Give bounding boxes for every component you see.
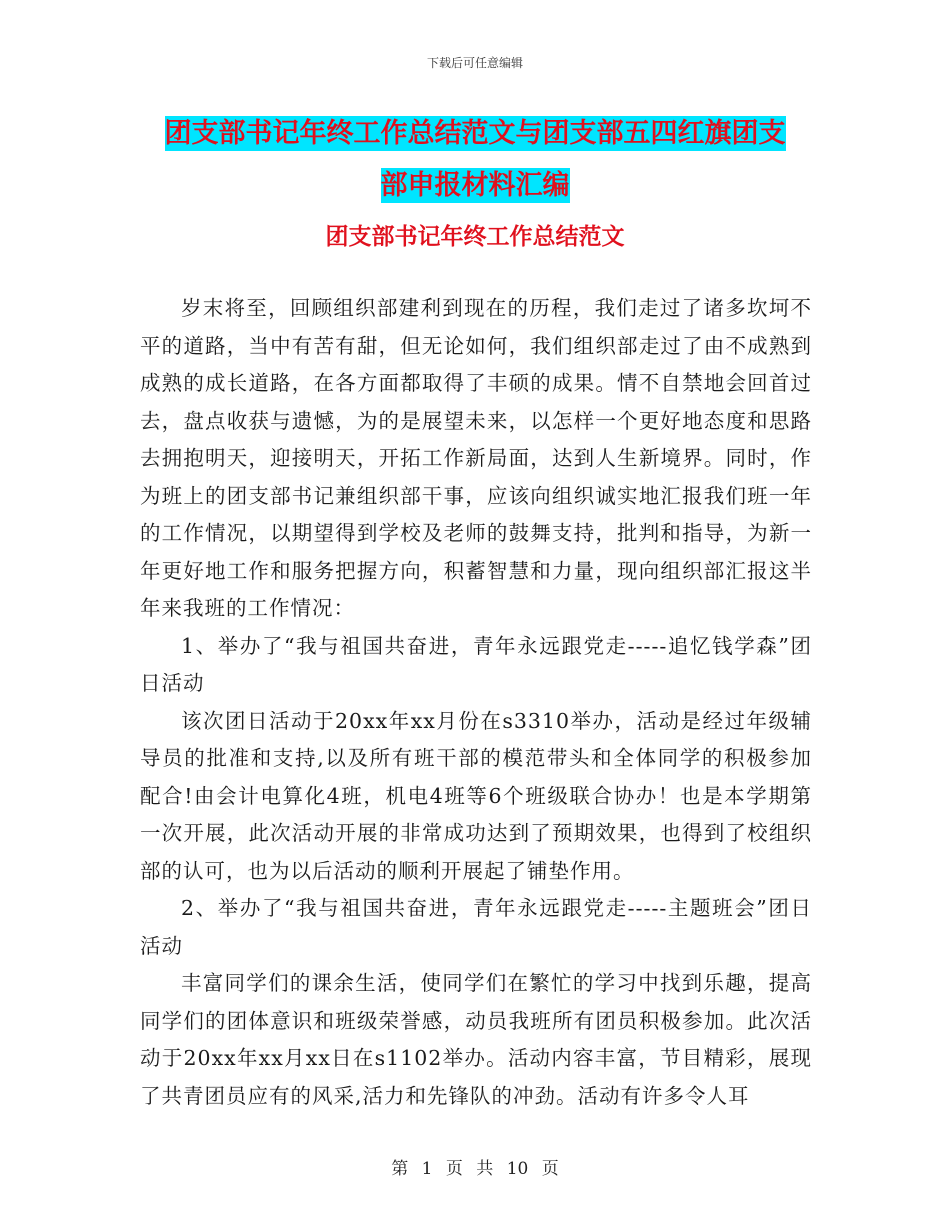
header-note: 下载后可任意编辑 (426, 56, 523, 70)
paragraph-item-2-heading: 2、举办了“我与祖国共奋进，青年永远跟党走-----主题班会”团日活动 (140, 896, 812, 958)
paragraph-item-1-heading: 1、举办了“我与祖国共奋进，青年永远跟党走-----追忆钱学森”团日活动 (140, 633, 812, 695)
title-highlight-2: 部申报材料汇编 (380, 170, 570, 201)
document-title (140, 108, 810, 212)
document-body (140, 290, 812, 1115)
title-highlight-1: 团支部书记年终工作总结范文与团支部五四红旗团支 (164, 118, 786, 149)
document-title-line-2 (140, 160, 810, 212)
page-footer: 第 1 页 共 10 页 (391, 1159, 559, 1179)
section-title: 团支部书记年终工作总结范文 (325, 224, 625, 250)
paragraph-item-1-body: 该次团日活动于20xx年xx月份在s3310举办，活动是经过年级辅导员的批准和支持,以及所有班干部的模范带头和全体同学的积极参加配合!由会计电算化4班，机电4班等6个班级联合协办！也是本学期第一次开展，此次活动开展的非常成功达到了预期效果，也得到了校组织部的认可，也为以后活动的顺利开展起了铺垫作用。 (140, 708, 812, 883)
paragraph-item-2-body: 丰富同学们的课余生活，使同学们在繁忙的学习中找到乐趣，提高同学们的团体意识和班级荣誉感，动员我班所有团员积极参加。此次活动于20xx年xx月xx日在s1102举办。活动内容丰富，节目精彩，展现了共青团员应有的风采,活力和先锋队的冲劲。活动有许多令人耳 (140, 971, 812, 1108)
document-title-line-1 (140, 108, 810, 160)
paragraph-intro: 岁末将至，回顾组织部建利到现在的历程，我们走过了诸多坎坷不平的道路，当中有苦有甜，但无论如何，我们组织部走过了由不成熟到成熟的成长道路，在各方面都取得了丰硕的成果。情不自禁地会回首过去，盘点收获与遗憾，为的是展望未来，以怎样一个更好地态度和思路去拥抱明天，迎接明天，开拓工作新局面，达到人生新境界。同时，作为班上的团支部书记兼组织部干事，应该向组织诚实地汇报我们班一年的工作情况，以期望得到学校及老师的鼓舞支持，批判和指导，为新一年更好地工作和服务把握方向，积蓄智慧和力量，现向组织部汇报这半年来我班的工作情况： (140, 296, 812, 620)
